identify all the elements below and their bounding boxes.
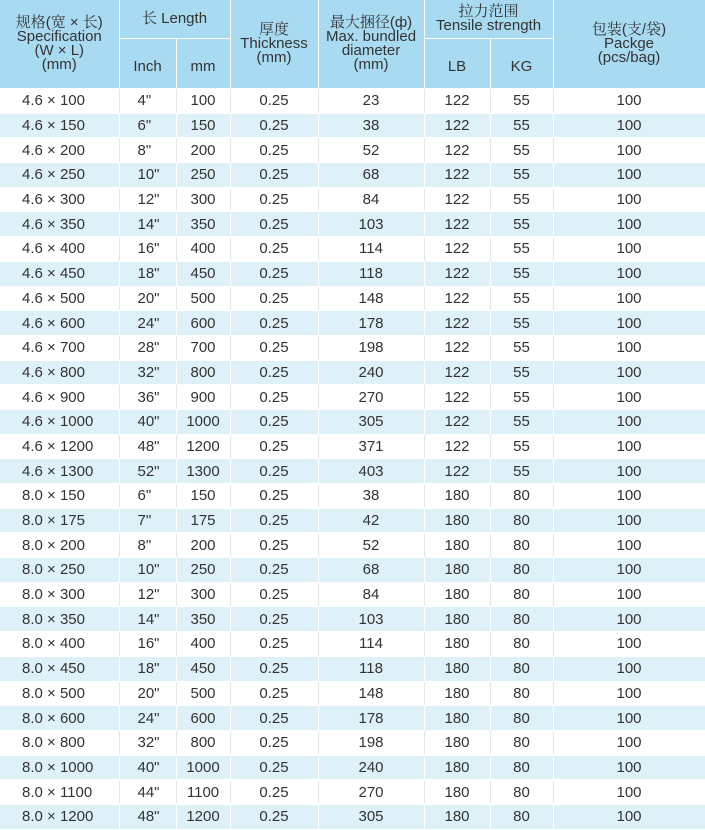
diameter-cell: 114 (318, 237, 424, 262)
kg-cell: 55 (490, 212, 553, 237)
inch-cell: 36" (119, 385, 176, 410)
diameter-cell: 23 (318, 89, 424, 114)
diameter-cell: 270 (318, 385, 424, 410)
table-row (0, 212, 705, 237)
table-row (0, 434, 705, 459)
diameter-cell: 178 (318, 706, 424, 731)
table-row (0, 607, 705, 632)
lb-cell: 122 (424, 434, 490, 459)
table-row (0, 632, 705, 657)
header-kg: KG (490, 39, 553, 89)
lb-cell: 122 (424, 187, 490, 212)
kg-cell: 80 (490, 780, 553, 805)
diameter-cell: 84 (318, 582, 424, 607)
header-thickness: 厚度 Thickness (mm) (230, 0, 318, 89)
spec-cell: 8.0 × 450 (0, 656, 119, 681)
lb-cell: 122 (424, 138, 490, 163)
mm-cell: 250 (176, 163, 230, 188)
thickness-cell: 0.25 (230, 409, 318, 434)
inch-cell: 7" (119, 508, 176, 533)
lb-cell: 122 (424, 261, 490, 286)
lb-cell: 180 (424, 558, 490, 583)
mm-cell: 400 (176, 237, 230, 262)
spec-cell: 4.6 × 1300 (0, 459, 119, 484)
diameter-cell: 148 (318, 286, 424, 311)
table-row (0, 533, 705, 558)
spec-cell: 8.0 × 350 (0, 607, 119, 632)
spec-cell: 4.6 × 900 (0, 385, 119, 410)
thickness-cell: 0.25 (230, 780, 318, 805)
table-row (0, 261, 705, 286)
lb-cell: 180 (424, 755, 490, 780)
mm-cell: 400 (176, 632, 230, 657)
header-specification: 规格(宽 × 长) Specification (W × L) (mm) (0, 0, 119, 89)
thickness-cell: 0.25 (230, 484, 318, 509)
package-cell: 100 (553, 385, 705, 410)
lb-cell: 180 (424, 607, 490, 632)
spec-cell: 8.0 × 200 (0, 533, 119, 558)
thickness-cell: 0.25 (230, 138, 318, 163)
thickness-cell: 0.25 (230, 607, 318, 632)
mm-cell: 1000 (176, 755, 230, 780)
mm-cell: 1100 (176, 780, 230, 805)
inch-cell: 40" (119, 409, 176, 434)
inch-cell: 24" (119, 706, 176, 731)
table-row (0, 730, 705, 755)
lb-cell: 180 (424, 582, 490, 607)
inch-cell: 18" (119, 261, 176, 286)
lb-cell: 180 (424, 632, 490, 657)
inch-cell: 14" (119, 212, 176, 237)
thickness-cell: 0.25 (230, 212, 318, 237)
spec-cell: 4.6 × 400 (0, 237, 119, 262)
package-cell: 100 (553, 286, 705, 311)
lb-cell: 180 (424, 681, 490, 706)
kg-cell: 55 (490, 409, 553, 434)
kg-cell: 55 (490, 385, 553, 410)
lb-cell: 122 (424, 286, 490, 311)
thickness-cell: 0.25 (230, 335, 318, 360)
inch-cell: 12" (119, 187, 176, 212)
package-cell: 100 (553, 89, 705, 114)
diameter-cell: 38 (318, 484, 424, 509)
thickness-cell: 0.25 (230, 237, 318, 262)
package-cell: 100 (553, 459, 705, 484)
thickness-cell: 0.25 (230, 706, 318, 731)
lb-cell: 180 (424, 730, 490, 755)
diameter-cell: 371 (318, 434, 424, 459)
lb-cell: 180 (424, 484, 490, 509)
header-max-bundled-diameter: 最大捆径(ф) Max. bundled diameter (mm) (318, 0, 424, 89)
spec-cell: 8.0 × 600 (0, 706, 119, 731)
package-cell: 100 (553, 607, 705, 632)
mm-cell: 200 (176, 533, 230, 558)
package-cell: 100 (553, 187, 705, 212)
kg-cell: 55 (490, 434, 553, 459)
kg-cell: 55 (490, 459, 553, 484)
spec-cell: 4.6 × 1200 (0, 434, 119, 459)
kg-cell: 55 (490, 113, 553, 138)
spec-cell: 8.0 × 800 (0, 730, 119, 755)
thickness-cell: 0.25 (230, 113, 318, 138)
kg-cell: 80 (490, 755, 553, 780)
diameter-cell: 240 (318, 755, 424, 780)
thickness-cell: 0.25 (230, 187, 318, 212)
kg-cell: 55 (490, 261, 553, 286)
spec-cell: 8.0 × 1200 (0, 804, 119, 829)
thickness-cell: 0.25 (230, 558, 318, 583)
thickness-cell: 0.25 (230, 360, 318, 385)
kg-cell: 80 (490, 681, 553, 706)
kg-cell: 80 (490, 607, 553, 632)
diameter-cell: 403 (318, 459, 424, 484)
table-row (0, 335, 705, 360)
spec-cell: 4.6 × 1000 (0, 409, 119, 434)
table-row (0, 508, 705, 533)
diameter-cell: 270 (318, 780, 424, 805)
inch-cell: 4" (119, 89, 176, 114)
kg-cell: 80 (490, 804, 553, 829)
kg-cell: 80 (490, 533, 553, 558)
table-row (0, 681, 705, 706)
spec-cell: 8.0 × 250 (0, 558, 119, 583)
thickness-cell: 0.25 (230, 385, 318, 410)
table-row (0, 286, 705, 311)
inch-cell: 52" (119, 459, 176, 484)
package-cell: 100 (553, 409, 705, 434)
kg-cell: 80 (490, 730, 553, 755)
package-cell: 100 (553, 558, 705, 583)
thickness-cell: 0.25 (230, 632, 318, 657)
table-row (0, 187, 705, 212)
thickness-cell: 0.25 (230, 434, 318, 459)
package-cell: 100 (553, 533, 705, 558)
package-cell: 100 (553, 681, 705, 706)
package-cell: 100 (553, 484, 705, 509)
table-row (0, 385, 705, 410)
inch-cell: 24" (119, 311, 176, 336)
inch-cell: 8" (119, 138, 176, 163)
table-row (0, 113, 705, 138)
package-cell: 100 (553, 632, 705, 657)
inch-cell: 6" (119, 113, 176, 138)
table-row (0, 656, 705, 681)
lb-cell: 122 (424, 163, 490, 188)
thickness-cell: 0.25 (230, 804, 318, 829)
diameter-cell: 198 (318, 335, 424, 360)
inch-cell: 8" (119, 533, 176, 558)
inch-cell: 20" (119, 681, 176, 706)
diameter-cell: 38 (318, 113, 424, 138)
kg-cell: 55 (490, 311, 553, 336)
inch-cell: 6" (119, 484, 176, 509)
thickness-cell: 0.25 (230, 656, 318, 681)
spec-cell: 8.0 × 175 (0, 508, 119, 533)
inch-cell: 44" (119, 780, 176, 805)
diameter-cell: 240 (318, 360, 424, 385)
spec-cell: 4.6 × 100 (0, 89, 119, 114)
mm-cell: 150 (176, 484, 230, 509)
package-cell: 100 (553, 237, 705, 262)
mm-cell: 175 (176, 508, 230, 533)
lb-cell: 122 (424, 409, 490, 434)
thickness-cell: 0.25 (230, 163, 318, 188)
inch-cell: 28" (119, 335, 176, 360)
mm-cell: 300 (176, 187, 230, 212)
package-cell: 100 (553, 311, 705, 336)
lb-cell: 122 (424, 385, 490, 410)
inch-cell: 16" (119, 237, 176, 262)
kg-cell: 55 (490, 163, 553, 188)
mm-cell: 300 (176, 582, 230, 607)
mm-cell: 250 (176, 558, 230, 583)
mm-cell: 1000 (176, 409, 230, 434)
diameter-cell: 68 (318, 163, 424, 188)
kg-cell: 55 (490, 335, 553, 360)
kg-cell: 55 (490, 138, 553, 163)
mm-cell: 500 (176, 286, 230, 311)
table-row (0, 484, 705, 509)
spec-cell: 4.6 × 600 (0, 311, 119, 336)
diameter-cell: 198 (318, 730, 424, 755)
spec-cell: 4.6 × 350 (0, 212, 119, 237)
table-row (0, 138, 705, 163)
kg-cell: 80 (490, 508, 553, 533)
diameter-cell: 305 (318, 804, 424, 829)
kg-cell: 55 (490, 89, 553, 114)
kg-cell: 55 (490, 286, 553, 311)
diameter-cell: 148 (318, 681, 424, 706)
table-body (0, 89, 705, 830)
spec-cell: 4.6 × 150 (0, 113, 119, 138)
header-tensile-strength: 拉力范围 Tensile strength (424, 0, 553, 39)
inch-cell: 14" (119, 607, 176, 632)
diameter-cell: 103 (318, 212, 424, 237)
table-row (0, 459, 705, 484)
diameter-cell: 52 (318, 533, 424, 558)
mm-cell: 1200 (176, 434, 230, 459)
diameter-cell: 114 (318, 632, 424, 657)
package-cell: 100 (553, 335, 705, 360)
spec-cell: 4.6 × 500 (0, 286, 119, 311)
package-cell: 100 (553, 780, 705, 805)
diameter-cell: 178 (318, 311, 424, 336)
lb-cell: 122 (424, 459, 490, 484)
mm-cell: 450 (176, 261, 230, 286)
inch-cell: 20" (119, 286, 176, 311)
package-cell: 100 (553, 163, 705, 188)
mm-cell: 800 (176, 730, 230, 755)
spec-cell: 4.6 × 300 (0, 187, 119, 212)
lb-cell: 180 (424, 804, 490, 829)
spec-cell: 4.6 × 200 (0, 138, 119, 163)
kg-cell: 55 (490, 187, 553, 212)
mm-cell: 100 (176, 89, 230, 114)
lb-cell: 122 (424, 113, 490, 138)
package-cell: 100 (553, 730, 705, 755)
package-cell: 100 (553, 261, 705, 286)
spec-cell: 8.0 × 400 (0, 632, 119, 657)
thickness-cell: 0.25 (230, 582, 318, 607)
lb-cell: 180 (424, 508, 490, 533)
inch-cell: 48" (119, 804, 176, 829)
thickness-cell: 0.25 (230, 755, 318, 780)
spec-cell: 8.0 × 150 (0, 484, 119, 509)
lb-cell: 180 (424, 780, 490, 805)
inch-cell: 32" (119, 360, 176, 385)
table-row (0, 755, 705, 780)
kg-cell: 80 (490, 632, 553, 657)
mm-cell: 900 (176, 385, 230, 410)
inch-cell: 10" (119, 163, 176, 188)
kg-cell: 80 (490, 484, 553, 509)
table-header (0, 0, 705, 89)
package-cell: 100 (553, 360, 705, 385)
thickness-cell: 0.25 (230, 261, 318, 286)
thickness-cell: 0.25 (230, 311, 318, 336)
diameter-cell: 52 (318, 138, 424, 163)
lb-cell: 122 (424, 360, 490, 385)
lb-cell: 122 (424, 335, 490, 360)
package-cell: 100 (553, 508, 705, 533)
lb-cell: 180 (424, 533, 490, 558)
inch-cell: 18" (119, 656, 176, 681)
kg-cell: 80 (490, 706, 553, 731)
inch-cell: 48" (119, 434, 176, 459)
mm-cell: 200 (176, 138, 230, 163)
table-row (0, 237, 705, 262)
diameter-cell: 103 (318, 607, 424, 632)
spec-cell: 4.6 × 450 (0, 261, 119, 286)
table-row (0, 409, 705, 434)
spec-cell: 8.0 × 1000 (0, 755, 119, 780)
kg-cell: 80 (490, 656, 553, 681)
diameter-cell: 68 (318, 558, 424, 583)
table-row (0, 804, 705, 829)
spec-cell: 4.6 × 250 (0, 163, 119, 188)
inch-cell: 16" (119, 632, 176, 657)
mm-cell: 800 (176, 360, 230, 385)
package-cell: 100 (553, 706, 705, 731)
package-cell: 100 (553, 138, 705, 163)
package-cell: 100 (553, 656, 705, 681)
diameter-cell: 84 (318, 187, 424, 212)
thickness-cell: 0.25 (230, 508, 318, 533)
lb-cell: 180 (424, 656, 490, 681)
kg-cell: 55 (490, 237, 553, 262)
spec-cell: 4.6 × 800 (0, 360, 119, 385)
thickness-cell: 0.25 (230, 459, 318, 484)
inch-cell: 40" (119, 755, 176, 780)
diameter-cell: 42 (318, 508, 424, 533)
mm-cell: 350 (176, 607, 230, 632)
spec-cell: 8.0 × 1100 (0, 780, 119, 805)
spec-cell: 8.0 × 500 (0, 681, 119, 706)
lb-cell: 180 (424, 706, 490, 731)
mm-cell: 700 (176, 335, 230, 360)
inch-cell: 10" (119, 558, 176, 583)
header-mm: mm (176, 39, 230, 89)
diameter-cell: 305 (318, 409, 424, 434)
package-cell: 100 (553, 804, 705, 829)
mm-cell: 1300 (176, 459, 230, 484)
lb-cell: 122 (424, 212, 490, 237)
spec-cell: 4.6 × 700 (0, 335, 119, 360)
mm-cell: 450 (176, 656, 230, 681)
mm-cell: 500 (176, 681, 230, 706)
package-cell: 100 (553, 755, 705, 780)
table-row (0, 89, 705, 114)
thickness-cell: 0.25 (230, 681, 318, 706)
package-cell: 100 (553, 434, 705, 459)
lb-cell: 122 (424, 89, 490, 114)
table-row (0, 780, 705, 805)
kg-cell: 55 (490, 360, 553, 385)
header-package: 包装(支/袋) Packge (pcs/bag) (553, 0, 705, 89)
mm-cell: 600 (176, 311, 230, 336)
header-inch: Inch (119, 39, 176, 89)
inch-cell: 12" (119, 582, 176, 607)
header-lb: LB (424, 39, 490, 89)
thickness-cell: 0.25 (230, 533, 318, 558)
table-row (0, 360, 705, 385)
table-row (0, 706, 705, 731)
thickness-cell: 0.25 (230, 89, 318, 114)
thickness-cell: 0.25 (230, 286, 318, 311)
table-row (0, 582, 705, 607)
diameter-cell: 118 (318, 261, 424, 286)
inch-cell: 32" (119, 730, 176, 755)
kg-cell: 80 (490, 558, 553, 583)
package-cell: 100 (553, 582, 705, 607)
lb-cell: 122 (424, 237, 490, 262)
spec-cell: 8.0 × 300 (0, 582, 119, 607)
thickness-cell: 0.25 (230, 730, 318, 755)
table-row (0, 163, 705, 188)
lb-cell: 122 (424, 311, 490, 336)
table-row (0, 311, 705, 336)
package-cell: 100 (553, 113, 705, 138)
mm-cell: 150 (176, 113, 230, 138)
mm-cell: 1200 (176, 804, 230, 829)
kg-cell: 80 (490, 582, 553, 607)
mm-cell: 600 (176, 706, 230, 731)
header-length: 长 Length (119, 0, 230, 39)
table-row (0, 558, 705, 583)
mm-cell: 350 (176, 212, 230, 237)
package-cell: 100 (553, 212, 705, 237)
diameter-cell: 118 (318, 656, 424, 681)
